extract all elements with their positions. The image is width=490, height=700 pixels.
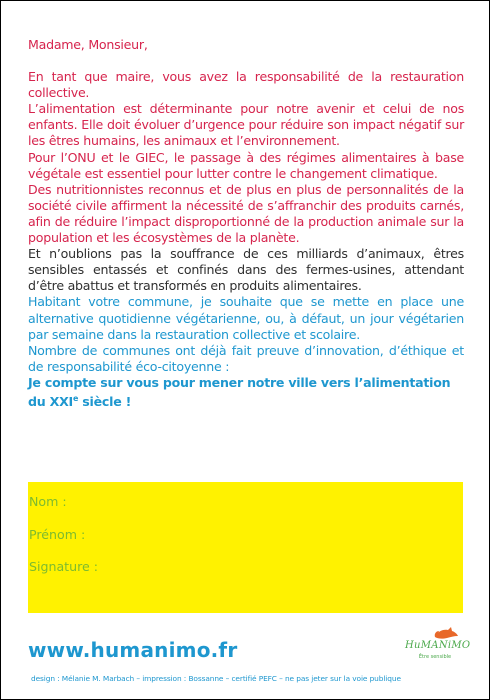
closing-statement: [28, 375, 464, 410]
logo-tagline: Être sensible: [418, 654, 452, 660]
paragraph-nutritionnistes: Des nutritionnistes reconnus et de plus en plus de personnalités de la société civile affirment la nécessité de s’affranchir des produits carnés, afin de réduire l’impact disproportionné de la production animale sur la population et les écosystèmes de la planète.: [28, 181, 464, 246]
nom-field[interactable]: Nom :: [29, 494, 67, 509]
signature-form: [28, 482, 463, 613]
logo-wordmark: HuMANiMO: [405, 640, 471, 651]
closing-superscript: e: [72, 393, 79, 403]
fox-icon: [433, 625, 459, 641]
letter-body: [28, 37, 464, 410]
signature-field[interactable]: Signature :: [29, 559, 99, 574]
paragraph-alimentation: L’alimentation est déterminante pour notre avenir et celui de nos enfants. Elle doit évoluer d’urgence pour réduire son impact négatif sur les êtres humains, les animaux et l’environnement.: [28, 101, 464, 149]
paragraph-animaux: Et n’oublions pas la souffrance de ces milliards d’animaux, êtres sensibles entassés et confinés dans des fermes-usines, attendant d’être abattus et transformés en produits alimentaires.: [28, 246, 464, 294]
paragraph-onu: Pour l’ONU et le GIEC, le passage à des régimes alimentaires à base végétale est essentiel pour lutter contre le changement climatique.: [28, 149, 464, 181]
prenom-field[interactable]: Prénom :: [29, 527, 86, 542]
paragraph-commune: Habitant votre commune, je souhaite que se mette en place une alternative quotidienne végétarienne, ou, à défaut, un jour végétarien par semaine dans la restauration collective et scolaire.: [28, 294, 464, 342]
credits-line: design : Mélanie M. Marbach – impression : Bossanne – certifié PEFC – ne pas jeter sur la voie publique: [31, 674, 401, 683]
paragraph-innovation: Nombre de communes ont déjà fait preuve d’innovation, d’éthique et de responsabilité éco-citoyenne :: [28, 342, 464, 374]
paragraph-maire: En tant que maire, vous avez la responsabilité de la restauration collective.: [28, 69, 464, 101]
closing-end: siècle !: [78, 394, 132, 410]
humanimo-logo: [405, 621, 471, 667]
website-link[interactable]: www.humanimo.fr: [28, 638, 238, 662]
salutation: Madame, Monsieur,: [28, 37, 148, 52]
closing-text: Je compte sur vous pour mener notre ville vers l’alimentation du XXI: [28, 374, 451, 410]
